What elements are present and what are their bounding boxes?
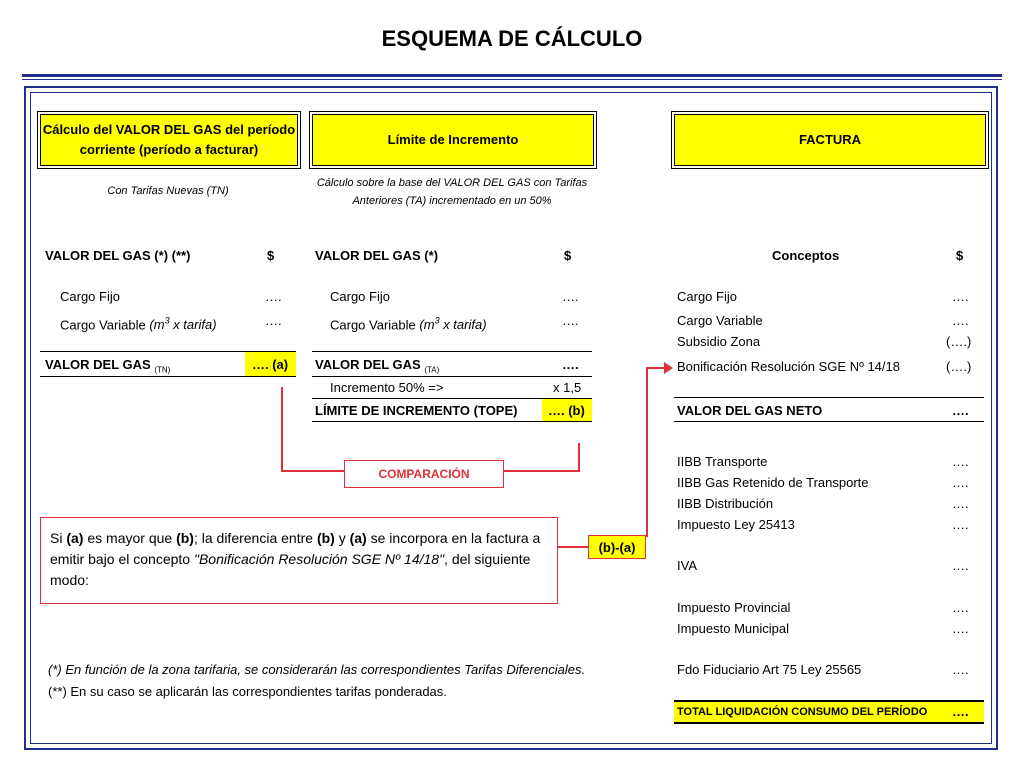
left-row-cargo-fijo-label: Cargo Fijo xyxy=(60,289,120,304)
explanation-part: es mayor que xyxy=(83,530,177,546)
comparison-label: COMPARACIÓN xyxy=(378,467,470,481)
formula-suffix: x tarifa) xyxy=(439,317,487,333)
invoice-tax-value: …. xyxy=(952,558,969,573)
middle-limit-rule-bottom xyxy=(312,421,592,422)
middle-increment-label: Incremento 50% => xyxy=(330,380,444,395)
invoice-row-value: …. xyxy=(952,289,969,304)
header-middle-box xyxy=(312,114,594,166)
invoice-row-label: Cargo Variable xyxy=(677,313,763,328)
left-head-label: VALOR DEL GAS (*) (**) xyxy=(45,248,191,263)
explanation-part: ; la diferencia entre xyxy=(193,530,317,546)
explanation-text xyxy=(50,528,545,591)
invoice-tax-value: …. xyxy=(952,662,969,677)
middle-increment-value: x 1,5 xyxy=(553,380,582,395)
middle-row-cargo-variable-formula xyxy=(419,317,486,332)
formula-prefix: (m xyxy=(419,317,435,333)
middle-total-value: …. xyxy=(562,357,579,372)
left-head-currency: $ xyxy=(267,248,275,263)
header-right-box xyxy=(674,114,986,166)
explanation-a-ref: (a) xyxy=(66,530,84,546)
invoice-tax-value: …. xyxy=(952,475,969,490)
invoice-total-label: TOTAL LIQUIDACIÓN CONSUMO DEL PERÍODO xyxy=(677,706,928,718)
explanation-part: se incorpora en la factura a emitir bajo el concepto xyxy=(50,530,541,567)
header-right-label: FACTURA xyxy=(798,132,862,147)
formula-suffix: x tarifa) xyxy=(169,317,217,333)
difference-box xyxy=(588,535,646,559)
middle-limit-label: LÍMITE DE INCREMENTO (TOPE) xyxy=(315,403,518,418)
invoice-net-rule-bottom xyxy=(674,421,984,422)
invoice-head-label: Conceptos xyxy=(772,248,840,263)
difference-label: (b)-(a) xyxy=(598,539,636,555)
invoice-tax-label: Fdo Fiduciario Art 75 Ley 25565 xyxy=(677,662,862,677)
left-total-rule-bottom xyxy=(40,376,296,377)
connector-a-horizontal xyxy=(281,470,345,472)
left-total-subscript: (TN) xyxy=(154,365,171,375)
invoice-net-value: …. xyxy=(952,403,969,418)
note-left: Con Tarifas Nuevas (TN) xyxy=(107,185,229,197)
connector-b-vertical xyxy=(578,443,580,472)
invoice-row-label: Cargo Fijo xyxy=(677,289,737,304)
invoice-head-currency: $ xyxy=(956,248,964,263)
title-underline-thick xyxy=(22,74,1002,77)
explanation-box xyxy=(40,517,558,604)
middle-row-cargo-fijo-value: …. xyxy=(562,289,579,304)
invoice-net-rule-top xyxy=(674,397,984,398)
left-row-cargo-variable-value: …. xyxy=(265,313,282,328)
invoice-total-value: …. xyxy=(952,704,969,719)
left-row-cargo-variable-label: Cargo Variable xyxy=(60,317,146,333)
invoice-tax-value: …. xyxy=(952,496,969,511)
invoice-row-value: …. xyxy=(952,313,969,328)
invoice-row-value: (….) xyxy=(946,334,972,349)
explanation-part: y xyxy=(334,530,350,546)
middle-head-currency: $ xyxy=(564,248,572,263)
connector-diff-vertical xyxy=(646,367,648,537)
middle-head-label: VALOR DEL GAS (*) xyxy=(315,248,439,263)
footnote-1: (*) En función de la zona tarifaria, se considerarán las correspondientes Tarifas Diferenciales. xyxy=(48,662,586,677)
note-middle: Cálculo sobre la base del VALOR DEL GAS con Tarifas Anteriores (TA) incrementado en un 50% xyxy=(316,177,588,207)
arrow-right-icon xyxy=(664,362,673,374)
formula-prefix: (m xyxy=(149,317,165,333)
middle-row-cargo-variable-label: Cargo Variable xyxy=(330,317,416,333)
invoice-row-value: (….) xyxy=(946,359,972,374)
left-row-cargo-variable xyxy=(60,312,217,334)
left-total-value: …. (a) xyxy=(252,357,289,372)
left-row-cargo-fijo-value: …. xyxy=(265,289,282,304)
left-total-label-text: VALOR DEL GAS xyxy=(45,357,151,372)
invoice-tax-label: Impuesto Provincial xyxy=(677,600,791,615)
invoice-tax-value: …. xyxy=(952,454,969,469)
explanation-part: , del siguiente modo: xyxy=(50,551,531,588)
invoice-tax-label: IVA xyxy=(677,558,697,573)
invoice-net-label: VALOR DEL GAS NETO xyxy=(677,403,823,418)
explanation-b-ref: (b) xyxy=(316,530,335,546)
header-middle-label: Límite de Incremento xyxy=(387,132,519,147)
title-underline-thin xyxy=(22,79,1002,80)
explanation-part: Si xyxy=(50,530,67,546)
middle-total-rule-top xyxy=(312,351,592,352)
header-left-box xyxy=(40,114,298,166)
middle-limit-value: …. (b) xyxy=(548,403,585,418)
invoice-tax-value: …. xyxy=(952,600,969,615)
explanation-a-ref: (a) xyxy=(349,530,367,546)
explanation-b-ref: (b) xyxy=(176,530,194,546)
left-row-cargo-variable-formula xyxy=(149,317,216,332)
connector-diff-arrow-shaft xyxy=(646,367,666,369)
explanation-concept-quote: "Bonificación Resolución SGE Nº 14/18" xyxy=(193,551,445,567)
page-title: ESQUEMA DE CÁLCULO xyxy=(381,26,643,51)
connector-explanation-horizontal xyxy=(558,546,588,548)
footnote-2: (**) En su caso se aplicarán las correspondientes tarifas ponderadas. xyxy=(48,684,447,699)
invoice-tax-label: IIBB Gas Retenido de Transporte xyxy=(677,475,869,490)
comparison-box xyxy=(344,460,504,488)
middle-row-cargo-variable xyxy=(330,312,487,334)
invoice-total-rule-bottom xyxy=(674,722,984,724)
invoice-row-label: Subsidio Zona xyxy=(677,334,761,349)
middle-total-label-text: VALOR DEL GAS xyxy=(315,357,421,372)
middle-total-rule-bottom xyxy=(312,376,592,377)
invoice-tax-label: IIBB Transporte xyxy=(677,454,768,469)
invoice-tax-value: …. xyxy=(952,621,969,636)
connector-a-vertical xyxy=(281,387,283,471)
invoice-row-label: Bonificación Resolución SGE Nº 14/18 xyxy=(677,359,900,374)
invoice-tax-label: Impuesto Ley 25413 xyxy=(677,517,795,532)
formula-exponent: 3 xyxy=(434,316,440,326)
invoice-tax-value: …. xyxy=(952,517,969,532)
connector-b-horizontal xyxy=(503,470,580,472)
middle-row-cargo-variable-value: …. xyxy=(562,313,579,328)
header-left-label: Cálculo del VALOR DEL GAS del período corriente (período a facturar) xyxy=(42,122,296,157)
invoice-tax-label: Impuesto Municipal xyxy=(677,621,789,636)
middle-row-cargo-fijo-label: Cargo Fijo xyxy=(330,289,390,304)
middle-total-subscript: (TA) xyxy=(424,365,440,375)
formula-exponent: 3 xyxy=(164,316,170,326)
invoice-tax-label: IIBB Distribución xyxy=(677,496,774,511)
